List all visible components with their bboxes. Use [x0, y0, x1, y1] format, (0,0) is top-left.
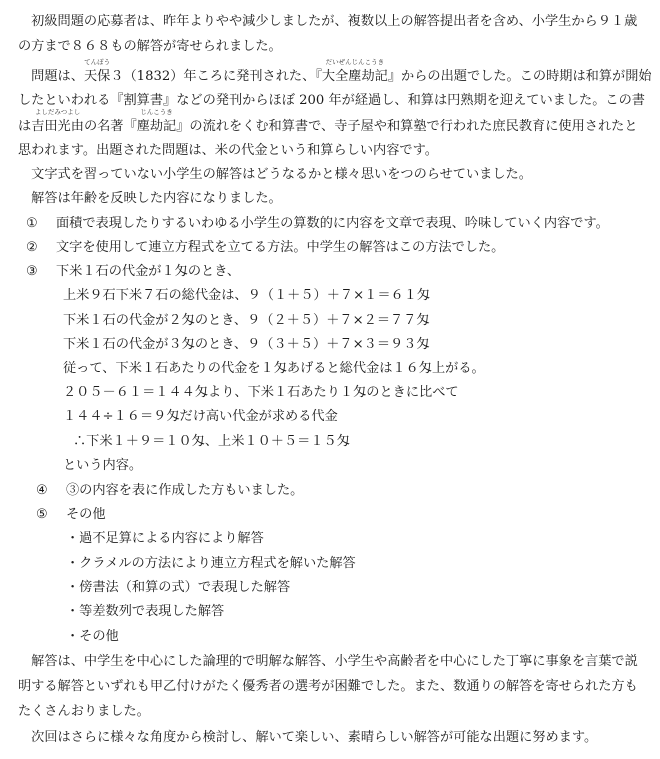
- text-segment: 』からの出題でした。この時期は和算が開始: [387, 69, 652, 84]
- paragraph-2-line-1: [18, 58, 652, 86]
- item-3-line-8: という内容。: [63, 458, 143, 473]
- text-segment: は: [18, 119, 32, 134]
- sub-list-item: ・等差数列で表現した解答: [66, 604, 225, 619]
- paragraph-1-line-2: の方まで８６８もの解答が寄せられました。: [18, 39, 282, 54]
- ruby-jinkoki: [136, 108, 177, 136]
- item-3-line-7: ∴下米１＋９＝１０匁、上米１０＋５＝１５匁: [73, 434, 350, 449]
- item-number: ②: [26, 240, 38, 255]
- paragraph-5-line-1: 解答は、中学生を中心にした論理的で明解な解答、小学生や高齢者を中心にした丁寧に事象を言葉で説: [18, 654, 638, 669]
- sub-list-item: ・クラメルの方法により連立方程式を解いた解答: [66, 556, 356, 571]
- sub-list-item: ・過不足算による内容により解答: [66, 531, 264, 546]
- item-number: ④: [36, 483, 48, 498]
- item-number: ③: [26, 264, 38, 279]
- ruby-base: 塵劫記: [136, 119, 177, 134]
- ruby-reading: だいぜんじんこうき: [325, 58, 385, 66]
- paragraph-3: 文字式を習っていない小学生の解答はどうなるかと様々思いをつのらせていました。: [18, 167, 532, 182]
- paragraph-2-line-3: [18, 108, 638, 136]
- sub-list-item: ・傍書法（和算の式）で表現した解答: [66, 580, 291, 595]
- ruby-tenpo: [83, 58, 111, 86]
- ruby-book-title: [321, 58, 388, 86]
- item-text: ③の内容を表に作成した方もいました。: [66, 483, 304, 498]
- text-segment: の名著『: [83, 119, 137, 134]
- list-item-1: [26, 215, 609, 233]
- text-segment: ３（1832）年ころに発刊された、『: [110, 69, 322, 84]
- ruby-reading: てんぽう: [84, 58, 111, 66]
- item-3-line-3: 下米１石の代金が３匁のとき、９（３＋５）＋７×３＝９３匁: [63, 337, 430, 352]
- item-text: 下米１石の代金が１匁のとき、: [56, 264, 241, 279]
- item-3-line-1: 上米９石下米７石の総代金は、９（１＋５）＋７×１＝６１匁: [63, 288, 431, 303]
- text-segment: 』の流れをくむ和算書で、寺子屋や和算塾で行われた庶民教育に使用されたと: [176, 119, 638, 134]
- paragraph-6: 次回はさらに様々な角度から検討し、解いて楽しい、素晴らしい解答が可能な出題に努めます。: [18, 730, 598, 745]
- list-item-2: [26, 239, 504, 257]
- paragraph-1-line-1: 初級問題の応募者は、昨年よりやや減少しましたが、複数以上の解答提出者を含め、小学生から９１歳: [18, 14, 638, 29]
- sub-list-item: ・その他: [66, 629, 119, 644]
- ruby-base: 吉田光由: [31, 119, 84, 134]
- ruby-base: 天保: [83, 69, 111, 84]
- paragraph-2-line-2: したといわれる『割算書』などの発刊からほぼ 200 年が経過し、和算は円熟期を迎えていました。この書: [18, 93, 645, 108]
- item-3-line-4: 従って、下米１石あたりの代金を１匁あげると総代金は１６匁上がる。: [63, 361, 485, 376]
- paragraph-2-line-4: 思われます。出題された問題は、米の代金という和算らしい内容です。: [18, 143, 438, 158]
- list-item-4: [36, 482, 303, 500]
- ruby-reading: よしだみつよし: [34, 108, 81, 116]
- item-number: ①: [26, 216, 38, 231]
- item-3-line-2: 下米１石の代金が２匁のとき、９（２＋５）＋７×２＝７７匁: [63, 313, 430, 328]
- list-item-3: [26, 263, 240, 281]
- ruby-base: 大全塵劫記: [321, 69, 388, 84]
- item-3-line-5: ２０５－６１＝１４４匁より、下米１石あたり１匁のときに比べて: [63, 385, 459, 400]
- text-segment: 問題は、: [18, 69, 84, 84]
- ruby-reading: じんこうき: [140, 108, 173, 116]
- paragraph-5-line-2: 明する解答といずれも甲乙付けがたく優秀者の選考が困難でした。また、数通りの解答を寄せられた方も: [18, 679, 638, 694]
- list-item-5: [36, 506, 106, 524]
- ruby-author-name: [31, 108, 84, 136]
- item-text: 文字を使用して連立方程式を立てる方法。中学生の解答はこの方法でした。: [56, 240, 505, 255]
- paragraph-5-line-3: たくさんおりました。: [18, 704, 150, 719]
- item-text: その他: [66, 507, 106, 522]
- paragraph-4: 解答は年齢を反映した内容になりました。: [18, 191, 282, 206]
- item-text: 面積で表現したりするいわゆる小学生の算数的に内容を文章で表現、吟味していく内容です。: [56, 216, 609, 231]
- item-number: ⑤: [36, 507, 48, 522]
- item-3-line-6: １４４÷１６＝９匁だけ高い代金が求める代金: [63, 409, 338, 424]
